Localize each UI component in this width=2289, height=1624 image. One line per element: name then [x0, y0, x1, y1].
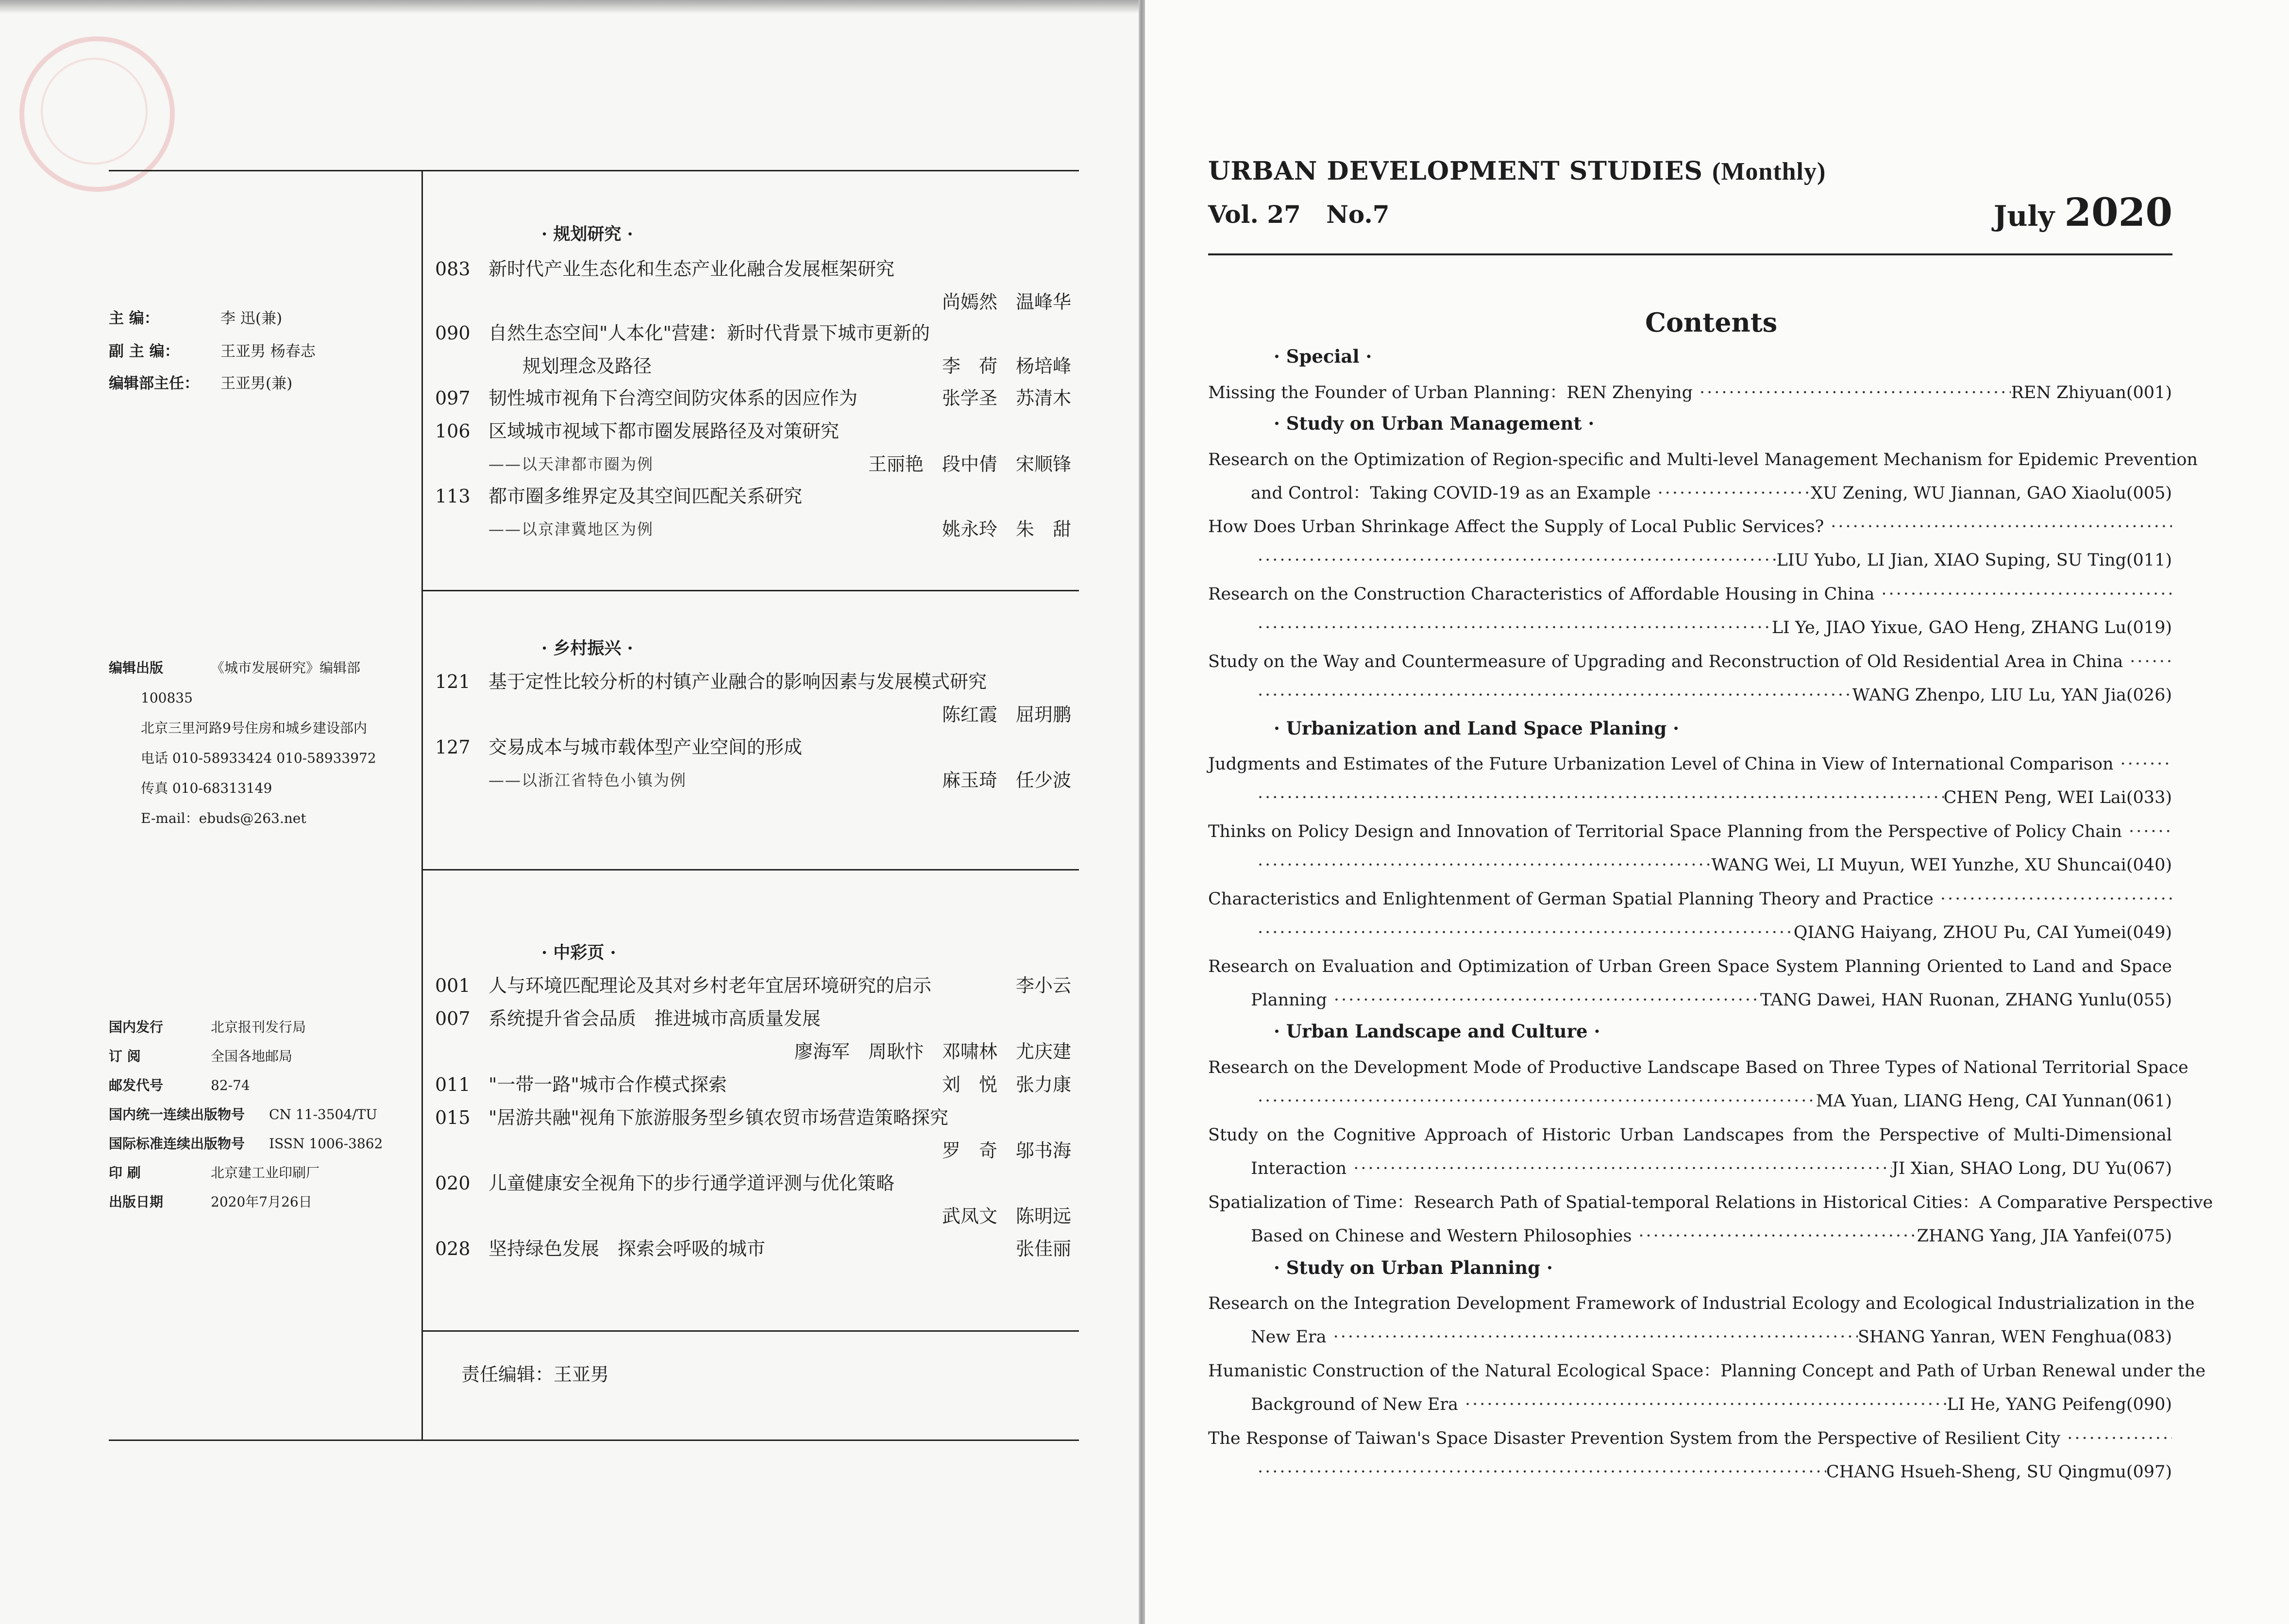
entry-title: 区域城市视域下都市圈发展路径及对策研究	[488, 420, 840, 442]
page-number: 097	[435, 387, 471, 409]
cn-entry-001	[435, 969, 1071, 1002]
en-entry-055	[1208, 950, 2172, 1017]
publisher-value: 《城市发展研究》编辑部	[211, 660, 361, 676]
postcode: 100835	[141, 690, 193, 706]
entry-authors: 李小云	[1015, 975, 1071, 996]
deputy-editor-value: 王亚男 杨春志	[220, 343, 316, 360]
office-director-label: 编辑部主任：	[109, 375, 199, 392]
header-rule	[1208, 253, 2172, 255]
issue-number: No.7	[1326, 200, 1390, 229]
chief-editor-value: 李 迅(兼)	[220, 310, 283, 327]
entry-authors: 张佳丽	[1015, 1238, 1071, 1259]
entry-authors: 武凤文 陈明远	[942, 1205, 1071, 1227]
distribution-value: 北京报刊发行局	[211, 1019, 306, 1035]
entry-title: 交易成本与城市载体型产业空间的形成	[488, 737, 803, 758]
entry-subtitle: ——以京津冀地区为例	[488, 520, 654, 538]
cn-entry-127	[435, 731, 1071, 797]
entry-authors: CHEN Peng, WEI Lai(033)	[1943, 788, 2172, 807]
entry-title: Research on the Development Mode of Productive Landscape Based on Three Types of National Territorial Space	[1208, 1058, 2188, 1077]
entry-title: 人与环境匹配理论及其对乡村老年宜居环境研究的启示	[488, 975, 932, 996]
publisher-label: 编辑出版	[109, 660, 164, 676]
entry-authors: WANG Wei, LI Muyun, WEI Yunzhe, XU Shuncai(040)	[1711, 855, 2172, 875]
entry-title: 坚持绿色发展 探索会呼吸的城市	[488, 1238, 766, 1259]
entry-title: "居游共融"视角下旅游服务型乡镇农贸市场营造策略探究	[488, 1107, 948, 1128]
office-director-value: 王亚男(兼)	[220, 375, 293, 392]
entry-title: 基于定性比较分析的村镇产业融合的影响因素与发展模式研究	[488, 671, 987, 692]
entry-authors: SHANG Yanran, WEN Fenghua(083)	[1857, 1327, 2172, 1347]
entry-title: Characteristics and Enlightenment of German Spatial Planning Theory and Practice	[1208, 889, 1934, 909]
top-rule	[109, 170, 1079, 171]
cn-label: 国内统一连续出版物号	[109, 1106, 245, 1122]
responsible-editor: 责任编辑：王亚男	[461, 1364, 609, 1385]
entry-authors: 麻玉琦 任少波	[942, 770, 1071, 791]
contents-title: Contents	[1645, 307, 1778, 338]
office-director	[109, 372, 292, 395]
page-number: 113	[435, 486, 471, 507]
library-stamp	[19, 36, 175, 192]
entry-authors: ZHANG Yang, JIA Yanfei(075)	[1917, 1226, 2172, 1246]
cn-entry-015	[435, 1101, 1071, 1167]
postal-code-label: 邮发代号	[109, 1077, 164, 1093]
en-entry-097	[1208, 1422, 2172, 1489]
cn-entry-121	[435, 665, 1071, 731]
volume: Vol. 27	[1208, 200, 1301, 229]
entry-authors: 廖海军 周耿忭 邓啸林 尤庆建	[794, 1041, 1071, 1062]
entry-title: Study on the Cognitive Approach of Historic Urban Landscapes from the Perspective of Multi-Dimensional	[1208, 1125, 2172, 1145]
entry-authors: CHANG Hsueh-Sheng, SU Qingmu(097)	[1826, 1462, 2172, 1482]
printer-value: 北京建工业印刷厂	[211, 1165, 320, 1181]
section-heading-rural: · 乡村振兴 ·	[541, 638, 633, 658]
entry-title: Spatialization of Time：Research Path of Spatial-temporal Relations in Historical Cities：A Comparative Perspective	[1208, 1193, 2213, 1212]
en-entry-040	[1208, 815, 2172, 882]
printer-label: 印 刷	[109, 1165, 141, 1181]
pubdate-label: 出版日期	[109, 1194, 164, 1210]
en-entry-005	[1208, 443, 2198, 510]
journal-title	[1208, 156, 1826, 186]
section-heading-color-pages: · 中彩页 ·	[541, 943, 616, 963]
en-entry-083	[1208, 1287, 2195, 1354]
entry-subtitle: ——以浙江省特色小镇为例	[488, 771, 687, 789]
entry-authors: 陈红霞 屈玥鹏	[942, 704, 1071, 725]
section-urban-management: · Study on Urban Management ·	[1274, 413, 1595, 434]
page-number: 011	[435, 1074, 471, 1095]
section-urban-planning: · Study on Urban Planning ·	[1274, 1257, 1553, 1278]
entry-authors: LI Ye, JIAO Yixue, GAO Heng, ZHANG Lu(019)	[1771, 618, 2172, 637]
section-heading-planning: · 规划研究 ·	[541, 224, 633, 244]
page-number: 106	[435, 420, 471, 442]
entry-title: Judgments and Estimates of the Future Urbanization Level of China in View of International Comparison	[1208, 754, 2114, 774]
issue-year: 2020	[2064, 189, 2172, 235]
en-entry-090	[1208, 1355, 2206, 1422]
bottom-rule	[109, 1440, 1079, 1441]
column-divider	[421, 170, 423, 1440]
page-number: 127	[435, 737, 471, 758]
entry-title: The Response of Taiwan's Space Disaster Prevention System from the Perspective of Resilient City	[1208, 1429, 2061, 1448]
issn-label: 国际标准连续出版物号	[109, 1136, 245, 1152]
pubdate-value: 2020年7月26日	[211, 1194, 312, 1210]
cn-entry-106	[435, 415, 1071, 481]
cn-entry-020	[435, 1167, 1071, 1233]
entry-authors: LIU Yubo, LI Jian, XIAO Suping, SU Ting(011)	[1776, 551, 2172, 570]
entry-authors: 罗 奇 邬书海	[942, 1140, 1071, 1161]
entry-authors: 尚嫣然 温峰华	[942, 291, 1071, 313]
cn-value: CN 11-3504/TU	[269, 1106, 377, 1122]
section-landscape: · Urban Landscape and Culture ·	[1274, 1021, 1600, 1042]
en-entry-019	[1208, 578, 2172, 645]
en-entry-049	[1208, 883, 2172, 950]
entry-authors: 刘 悦 张力康	[942, 1074, 1071, 1095]
issue-month: July	[1993, 200, 2055, 233]
book-gutter	[1139, 0, 1145, 1624]
entry-title: 自然生态空间"人本化"营建：新时代背景下城市更新的	[488, 322, 930, 344]
cn-entry-097	[435, 382, 1071, 415]
page-number: 121	[435, 671, 471, 692]
entry-title: 系统提升省会品质 推进城市高质量发展	[488, 1008, 821, 1029]
phone: 电话 010-58933424 010-58933972	[141, 750, 376, 766]
entry-authors: 王丽艳 段中倩 宋顺锋	[868, 453, 1071, 475]
entry-subtitle: ——以天津都市圈为例	[488, 455, 654, 473]
cn-entry-011	[435, 1068, 1071, 1101]
page-number: 090	[435, 322, 471, 344]
en-entry-075	[1208, 1186, 2213, 1253]
issn-value: ISSN 1006-3862	[269, 1136, 383, 1152]
entry-title: Study on the Way and Countermeasure of Upgrading and Reconstruction of Old Residential Area in China	[1208, 652, 2123, 671]
section-rule-3	[423, 1330, 1079, 1332]
entry-title-cont: 规划理念及路径	[522, 355, 652, 377]
entry-title-cont: New Era	[1251, 1327, 1327, 1347]
chief-editor	[109, 307, 282, 330]
en-entry-067	[1208, 1119, 2172, 1186]
en-entry-001	[1208, 376, 2172, 410]
section-urbanization: · Urbanization and Land Space Planing ·	[1274, 718, 1680, 739]
cn-entry-007	[435, 1002, 1071, 1068]
section-rule-1	[423, 590, 1079, 591]
left-page	[0, 0, 1139, 1624]
entry-authors: LI He, YANG Peifeng(090)	[1947, 1395, 2172, 1414]
entry-authors: 张学圣 苏清木	[942, 387, 1071, 409]
entry-authors: 姚永玲 朱 甜	[942, 519, 1071, 540]
entry-title: 新时代产业生态化和生态产业化融合发展框架研究	[488, 258, 895, 280]
entry-authors: REN Zhiyuan(001)	[2011, 383, 2172, 402]
page-shadow	[0, 0, 1139, 14]
entry-title: Missing the Founder of Urban Planning：REN Zhenying	[1208, 383, 1693, 402]
en-entry-033	[1208, 748, 2172, 815]
page-number: 083	[435, 258, 471, 280]
fax: 传真 010-68313149	[141, 780, 272, 796]
entry-title: 都市圈多维界定及其空间匹配关系研究	[488, 486, 803, 507]
section-rule-2	[423, 869, 1079, 871]
cn-entry-113	[435, 480, 1071, 546]
entry-title: 儿童健康安全视角下的步行通学道评测与优化策略	[488, 1172, 895, 1194]
subscription-label: 订 阅	[109, 1048, 141, 1064]
page-number: 001	[435, 975, 471, 996]
deputy-editor-label: 副 主 编：	[109, 343, 180, 360]
entry-title: Thinks on Policy Design and Innovation of Territorial Space Planning from the Perspective of Policy Chain	[1208, 822, 2122, 841]
entry-title-cont: Interaction	[1251, 1159, 1347, 1178]
entry-title: Humanistic Construction of the Natural Ecological Space：Planning Concept and Path of Urban Renewal under the	[1208, 1361, 2206, 1381]
entry-title: Research on the Integration Development Framework of Industrial Ecology and Ecological Industrialization in the	[1208, 1294, 2195, 1313]
entry-authors: WANG Zhenpo, LIU Lu, YAN Jia(026)	[1852, 686, 2172, 705]
deputy-editor	[109, 340, 316, 363]
journal-frequency: (Monthly)	[1712, 158, 1826, 185]
cn-entry-083	[435, 252, 1071, 318]
en-entry-061	[1208, 1051, 2188, 1118]
entry-title-cont: and Control：Taking COVID-19 as an Example	[1251, 484, 1651, 503]
volume-issue	[1208, 200, 1390, 229]
entry-authors: QIANG Haiyang, ZHOU Pu, CAI Yumei(049)	[1793, 923, 2172, 942]
entry-title-cont: Background of New Era	[1251, 1395, 1458, 1414]
entry-authors: XU Zening, WU Jiannan, GAO Xiaolu(005)	[1811, 484, 2172, 503]
en-entry-011	[1208, 510, 2172, 577]
page-number: 015	[435, 1107, 471, 1128]
email: E-mail：ebuds@263.net	[141, 810, 306, 826]
distribution-label: 国内发行	[109, 1019, 164, 1035]
cn-entry-028	[435, 1232, 1071, 1265]
issue-date	[1994, 189, 2172, 235]
entry-title-cont: Based on Chinese and Western Philosophies	[1251, 1226, 1632, 1246]
entry-title: 韧性城市视角下台湾空间防灾体系的因应作为	[488, 387, 858, 409]
subscription-value: 全国各地邮局	[211, 1048, 293, 1064]
entry-authors: TANG Dawei, HAN Ruonan, ZHANG Yunlu(055)	[1760, 990, 2172, 1010]
entry-title: How Does Urban Shrinkage Affect the Supply of Local Public Services?	[1208, 517, 1824, 536]
page-number: 007	[435, 1008, 471, 1029]
page-number: 028	[435, 1238, 471, 1259]
cn-entry-090	[435, 317, 1071, 383]
publisher-block	[109, 653, 376, 834]
entry-title: Research on Evaluation and Optimization of Urban Green Space System Planning Oriented to Land and Space	[1208, 957, 2172, 976]
entry-title-cont: Planning	[1251, 990, 1327, 1010]
entry-title: Research on the Optimization of Region-specific and Multi-level Management Mechanism for Epidemic Prevention	[1208, 450, 2198, 469]
journal-name: URBAN DEVELOPMENT STUDIES	[1208, 156, 1703, 186]
publication-info	[109, 1013, 383, 1217]
right-page	[1145, 0, 2289, 1624]
en-entry-026	[1208, 645, 2172, 712]
entry-authors: JI Xian, SHAO Long, DU Yu(067)	[1891, 1159, 2172, 1178]
entry-authors: MA Yuan, LIANG Heng, CAI Yunnan(061)	[1816, 1091, 2172, 1111]
chief-editor-label: 主 编：	[109, 310, 159, 327]
address: 北京三里河路9号住房和城乡建设部内	[141, 720, 367, 736]
page-number: 020	[435, 1172, 471, 1194]
entry-title: "一带一路"城市合作模式探索	[488, 1074, 727, 1095]
entry-authors: 李 荷 杨培峰	[942, 355, 1071, 377]
section-special: · Special ·	[1274, 346, 1372, 367]
postal-code-value: 82-74	[211, 1077, 250, 1093]
entry-title: Research on the Construction Characteristics of Affordable Housing in China	[1208, 585, 1875, 604]
